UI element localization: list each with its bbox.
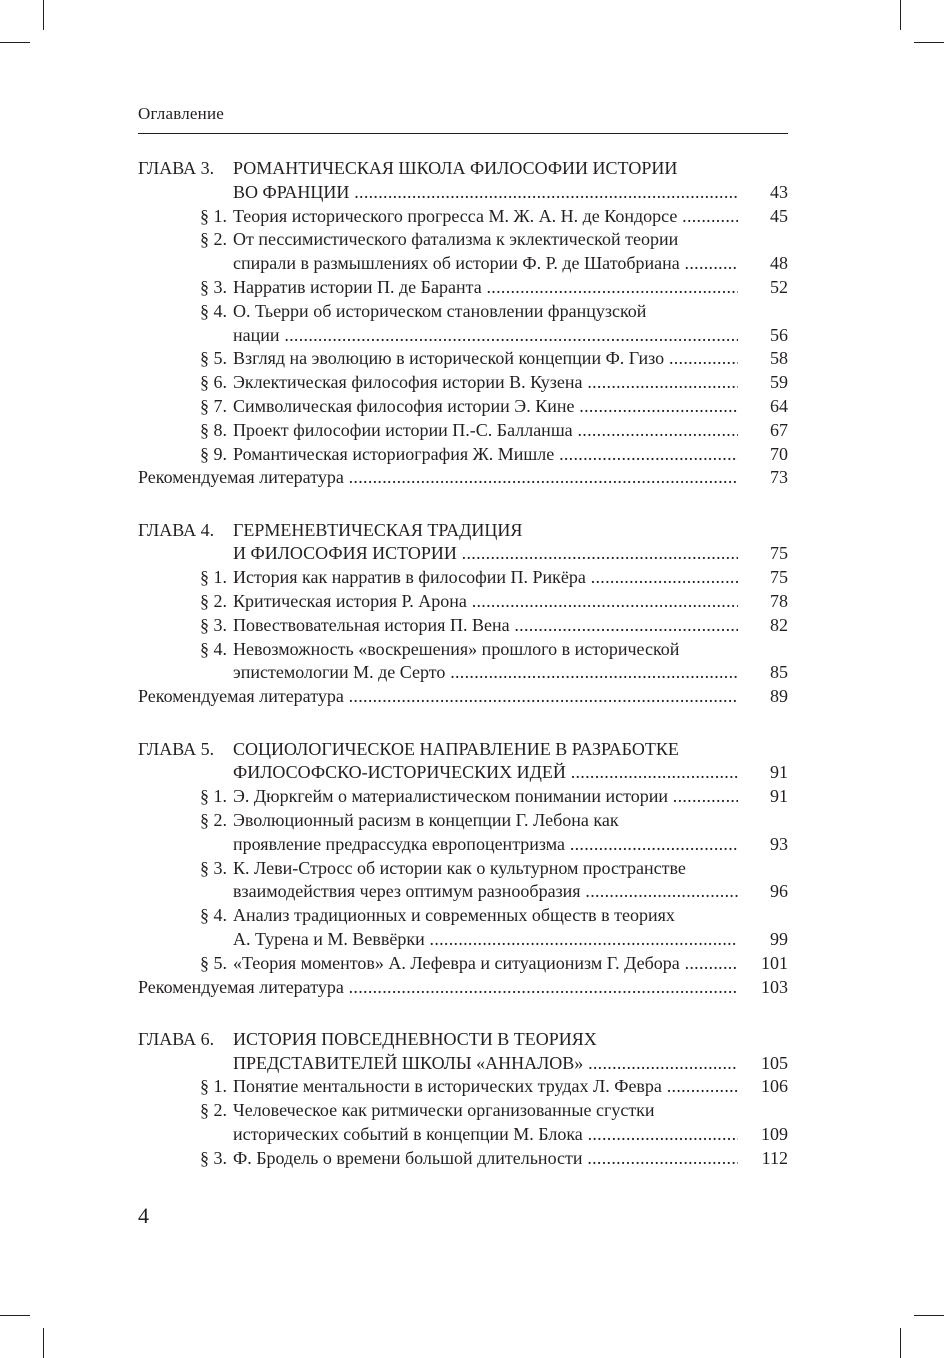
entry-text: Анализ традиционных и современных обществ в теориях (233, 905, 675, 926)
section-line (138, 347, 788, 371)
section-number: § 3. (200, 857, 227, 878)
section-line (138, 1099, 788, 1123)
entry-text: Теория исторического прогресса М. Ж. А. Н. де Кондорсе ..... (233, 205, 738, 229)
running-header: Оглавление (138, 104, 224, 123)
entry-text: Романтическая историография Ж. Мишле ..... (233, 443, 738, 467)
section-line (138, 300, 788, 324)
chapter-gap (138, 490, 788, 519)
entry-text: эпистемологии М. де Серто ..... (233, 661, 738, 685)
section-number: § 4. (200, 905, 227, 926)
page-ref: 101 (761, 952, 788, 973)
entry-text: исторических событий в концепции М. Блока ..... (233, 1123, 738, 1147)
entry-text: Символическая философия истории Э. Кине ..... (233, 395, 738, 419)
entry-text: От пессимистического фатализма к эклектической теории (233, 229, 679, 250)
section-line (138, 614, 788, 638)
section-line (138, 228, 788, 252)
crop-mark (900, 1328, 901, 1358)
chapter-title-line (138, 181, 788, 205)
entry-text: Взгляд на эволюцию в исторической концепции Ф. Гизо ..... (233, 347, 738, 371)
chapter-label: ГЛАВА 5. (138, 738, 215, 759)
entry-text: А. Турена и М. Веввёрки ..... (233, 928, 738, 952)
page-ref: 78 (770, 591, 788, 612)
page-ref: 75 (770, 567, 788, 588)
chapter-title-line (138, 738, 788, 762)
entry-text: Повествовательная история П. Вена ..... (233, 614, 738, 638)
section-line (138, 205, 788, 229)
header-rule (138, 133, 788, 134)
section-number: § 1. (200, 567, 227, 588)
page-ref: 70 (770, 443, 788, 464)
section-line (138, 419, 788, 443)
entry-text: О. Тьерри об историческом становлении французской (233, 300, 647, 321)
entry-text: История как нарратив в философии П. Рикёра ..... (233, 566, 738, 590)
page-ref: 91 (770, 762, 788, 783)
section-number: § 2. (200, 809, 227, 830)
page-ref: 73 (770, 467, 788, 488)
page-ref: 109 (761, 1123, 788, 1144)
chapter-label: ГЛАВА 6. (138, 1028, 215, 1049)
entry-text: Ф. Бродель о времени большой длительности ..... (233, 1147, 738, 1171)
section-line (138, 324, 788, 348)
section-line (138, 904, 788, 928)
page-ref: 103 (761, 976, 788, 997)
entry-text: ПРЕДСТАВИТЕЛЕЙ ШКОЛЫ «АННАЛОВ» ..... (233, 1052, 738, 1076)
section-line (138, 566, 788, 590)
page-ref: 59 (770, 372, 788, 393)
section-number: § 2. (200, 591, 227, 612)
section-line (138, 928, 788, 952)
section-number: § 2. (200, 229, 227, 250)
table-of-contents (138, 157, 788, 1171)
chapter-title-line (138, 519, 788, 543)
literature-line (138, 685, 788, 709)
section-number: § 5. (200, 348, 227, 369)
chapter-label: ГЛАВА 3. (138, 158, 215, 178)
entry-text: И ФИЛОСОФИЯ ИСТОРИИ ..... (233, 542, 738, 566)
entry-text: спирали в размышлениях об истории Ф. Р. де Шатобриана ..... (233, 252, 738, 276)
entry-text: СОЦИОЛОГИЧЕСКОЕ НАПРАВЛЕНИЕ В РАЗРАБОТКЕ (233, 738, 679, 759)
crop-mark (914, 1315, 944, 1316)
entry-text: Э. Дюркгейм о материалистическом понимании истории ..... (233, 785, 738, 809)
page-ref: 112 (761, 1147, 788, 1168)
section-number: § 3. (200, 276, 227, 297)
literature-line (138, 976, 788, 1000)
section-number: § 4. (200, 638, 227, 659)
entry-text: Понятие ментальности в исторических трудах Л. Февра ..... (233, 1075, 738, 1099)
entry-text: ГЕРМЕНЕВТИЧЕСКАЯ ТРАДИЦИЯ (233, 519, 523, 540)
section-line (138, 833, 788, 857)
section-number: § 2. (200, 1100, 227, 1121)
section-line (138, 395, 788, 419)
section-number: § 8. (200, 419, 227, 440)
page-ref: 64 (770, 395, 788, 416)
section-number: § 1. (200, 786, 227, 807)
page-ref: 91 (770, 786, 788, 807)
entry-text: «Теория моментов» А. Лефевра и ситуационизм Г. Дебора ..... (233, 952, 738, 976)
page-ref: 106 (761, 1076, 788, 1097)
entry-text: Нарратив истории П. де Баранта ..... (233, 276, 738, 300)
section-number: § 3. (200, 1147, 227, 1168)
section-line (138, 1075, 788, 1099)
section-line (138, 880, 788, 904)
page-ref: 96 (770, 881, 788, 902)
page-ref: 93 (770, 833, 788, 854)
section-line (138, 785, 788, 809)
crop-mark (0, 42, 30, 43)
crop-mark (0, 1315, 30, 1316)
entry-text: Эволюционный расизм в концепции Г. Лебона как (233, 809, 619, 830)
section-line (138, 952, 788, 976)
chapter-title-line (138, 542, 788, 566)
entry-text: взаимодействия через оптимум разнообразия ..... (233, 880, 738, 904)
section-line (138, 252, 788, 276)
chapter-gap (138, 999, 788, 1028)
page-ref: 45 (770, 205, 788, 226)
section-number: § 3. (200, 614, 227, 635)
page-ref: 105 (761, 1052, 788, 1073)
section-line (138, 661, 788, 685)
entry-text: Рекомендуемая литература ..... (138, 685, 738, 709)
section-line (138, 857, 788, 881)
section-line (138, 371, 788, 395)
section-line (138, 638, 788, 662)
section-number: § 5. (200, 952, 227, 973)
chapter-title-line (138, 1052, 788, 1076)
page-ref: 43 (770, 181, 788, 202)
chapter-title-line (138, 761, 788, 785)
page-ref: 48 (770, 253, 788, 274)
crop-mark (43, 0, 44, 30)
section-line (138, 276, 788, 300)
literature-line (138, 466, 788, 490)
entry-text: РОМАНТИЧЕСКАЯ ШКОЛА ФИЛОСОФИИ ИСТОРИИ (233, 158, 678, 178)
crop-mark (900, 0, 901, 30)
entry-text: Критическая история Р. Арона ..... (233, 590, 738, 614)
section-number: § 7. (200, 395, 227, 416)
section-number: § 6. (200, 372, 227, 393)
chapter-gap (138, 709, 788, 738)
entry-text: проявление предрассудка европоцентризма ..... (233, 833, 738, 857)
page-ref: 58 (770, 348, 788, 369)
chapter-title-line (138, 157, 788, 181)
entry-text: Невозможность «воскрешения» прошлого в исторической (233, 638, 680, 659)
section-number: § 1. (200, 205, 227, 226)
section-number: § 9. (200, 443, 227, 464)
crop-mark (43, 1328, 44, 1358)
entry-text: Человеческое как ритмически организованные сгустки (233, 1100, 655, 1121)
chapter-label: ГЛАВА 4. (138, 519, 215, 540)
entry-text: ФИЛОСОФСКО-ИСТОРИЧЕСКИХ ИДЕЙ ..... (233, 761, 738, 785)
page-ref: 82 (770, 614, 788, 635)
page-ref: 85 (770, 662, 788, 683)
page-ref: 56 (770, 324, 788, 345)
page-number: 4 (138, 1203, 149, 1228)
entry-text: нации ..... (233, 324, 738, 348)
page-ref: 52 (770, 276, 788, 297)
page-ref: 99 (770, 928, 788, 949)
section-line (138, 809, 788, 833)
page-ref: 67 (770, 419, 788, 440)
entry-text: ИСТОРИЯ ПОВСЕДНЕВНОСТИ В ТЕОРИЯХ (233, 1028, 597, 1049)
section-line (138, 1123, 788, 1147)
section-number: § 4. (200, 300, 227, 321)
entry-text: К. Леви-Стросс об истории как о культурном пространстве (233, 857, 686, 878)
section-line (138, 443, 788, 467)
page-ref: 75 (770, 543, 788, 564)
section-number: § 1. (200, 1076, 227, 1097)
crop-mark (914, 42, 944, 43)
section-line (138, 590, 788, 614)
entry-text: Рекомендуемая литература ..... (138, 976, 738, 1000)
entry-text: Эклектическая философия истории В. Кузена ..... (233, 371, 738, 395)
chapter-title-line (138, 1028, 788, 1052)
entry-text: Рекомендуемая литература ..... (138, 466, 738, 490)
entry-text: ВО ФРАНЦИИ ..... (233, 181, 738, 205)
page-ref: 89 (770, 686, 788, 707)
section-line (138, 1147, 788, 1171)
entry-text: Проект философии истории П.-С. Балланша ..... (233, 419, 738, 443)
